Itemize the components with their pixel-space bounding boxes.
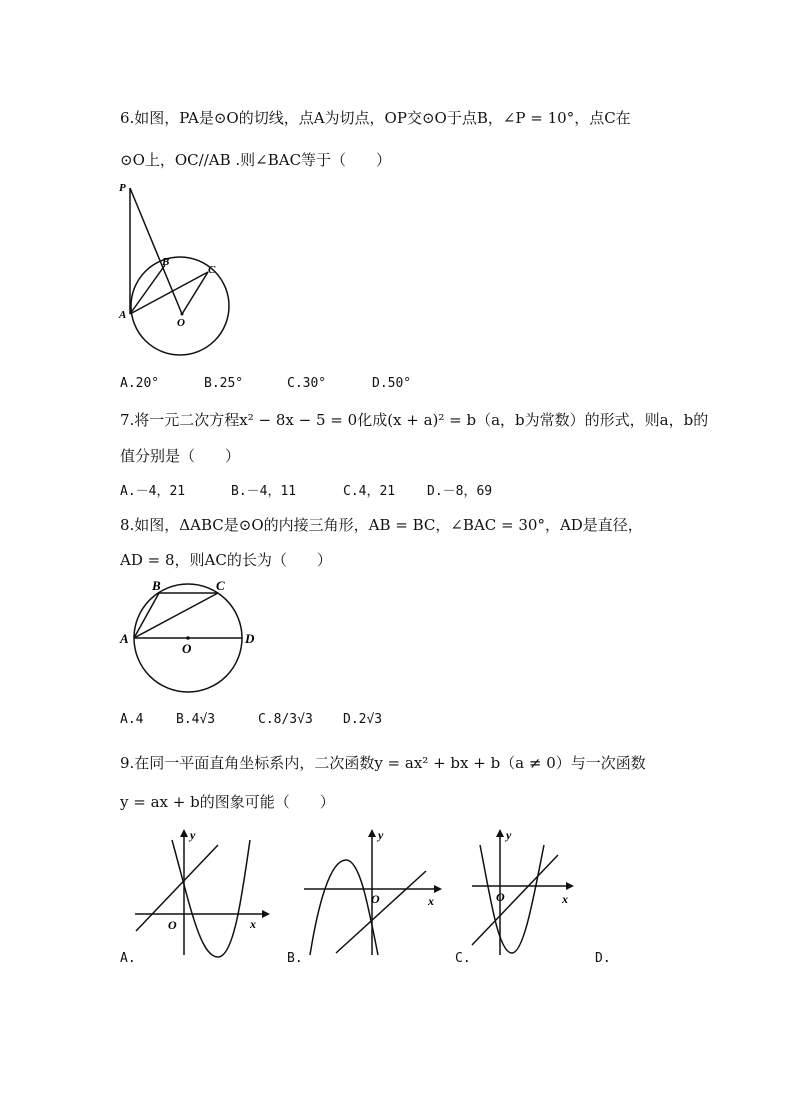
q6-chord-ab (130, 265, 165, 314)
q8-option-b: B.4√3 (176, 712, 216, 727)
q8-text-line2: AD = 8，则AC的长为（ ） (120, 551, 332, 569)
q8-label-d: D (245, 631, 255, 646)
q8-option-c: C.8/3√3 (258, 712, 313, 727)
q6-label-b: B (162, 256, 170, 268)
q9c-x-arrow (566, 882, 574, 890)
q9a-origin-label: O (168, 918, 177, 932)
q6-chord-ac (130, 272, 208, 314)
q8-option-a: A.4 (120, 712, 144, 727)
q9c-y-label: y (506, 828, 512, 842)
q6-figure (110, 178, 240, 368)
q9-graph-b (298, 825, 448, 960)
q9a-x-arrow (262, 910, 270, 918)
q9-option-d: D. (595, 951, 611, 966)
q9-option-a: A. (120, 951, 136, 966)
q6-label-c: C (208, 264, 216, 276)
q6-option-b: B.25° (204, 376, 244, 391)
q6-text-line1: 6.如图，PA是⊙O的切线，点A为切点，OP交⊙O于点B，∠P = 10°，点C在 (120, 109, 631, 127)
q6-label-o: O (177, 317, 185, 329)
q9-text-line2: y = ax + b的图象可能（ ） (120, 793, 335, 811)
q9a-y-arrow (180, 829, 188, 837)
q9c-parabola (480, 845, 544, 953)
q6-option-c: C.30° (287, 376, 327, 391)
q9-graph-a (130, 825, 270, 960)
q9-text-line1: 9.在同一平面直角坐标系内，二次函数y = ax² + bx + b（a ≠ 0）与一次函数 (120, 754, 646, 772)
q9b-x-label: x (428, 894, 434, 908)
q7-text-line2: 值分别是（ ） (120, 447, 241, 465)
q8-option-d: D.2√3 (343, 712, 383, 727)
q9-graph-c (466, 825, 584, 960)
q6-line-po (130, 188, 182, 314)
q6-option-a: A.20° (120, 376, 160, 391)
q9c-y-arrow (496, 829, 504, 837)
q6-label-p: P (119, 182, 126, 194)
q8-figure (112, 576, 262, 698)
q8-label-c: C (216, 578, 225, 593)
q6-text-line2: ⊙O上，OC//AB .则∠BAC等于（ ） (120, 151, 392, 169)
q6-option-d: D.50° (372, 376, 412, 391)
q9c-x-label: x (562, 892, 568, 906)
q7-text-line1: 7.将一元二次方程x² − 8x − 5 = 0化成(x + a)² = b（a，b为常数）的形式，则a，b的 (120, 411, 709, 429)
q8-label-b: B (152, 578, 161, 593)
q9a-y-label: y (190, 828, 196, 842)
q8-label-a: A (120, 631, 129, 646)
q8-text-line1: 8.如图，ΔABC是⊙O的内接三角形，AB = BC，∠BAC = 30°，AD是直径， (120, 516, 643, 534)
q9a-x-label: x (250, 917, 256, 931)
q9b-x-arrow (434, 885, 442, 893)
q9b-origin-label: O (371, 892, 380, 906)
q9b-y-label: y (378, 828, 384, 842)
q9b-line (336, 871, 426, 953)
q6-center-dot (181, 313, 184, 316)
q6-label-a: A (119, 309, 127, 321)
q7-option-b: B.－4，11 (231, 484, 297, 499)
q8-label-o: O (182, 641, 192, 656)
q9-option-b: B. (287, 951, 303, 966)
q9b-parabola (310, 860, 378, 955)
q7-option-d: D.－8，69 (427, 484, 493, 499)
q9b-y-arrow (368, 829, 376, 837)
q9c-origin-label: O (496, 890, 505, 904)
q8-center-dot (186, 636, 190, 640)
q7-option-c: C.4，21 (343, 484, 396, 499)
q7-option-a: A.－4，21 (120, 484, 186, 499)
q9-option-c: C. (455, 951, 471, 966)
